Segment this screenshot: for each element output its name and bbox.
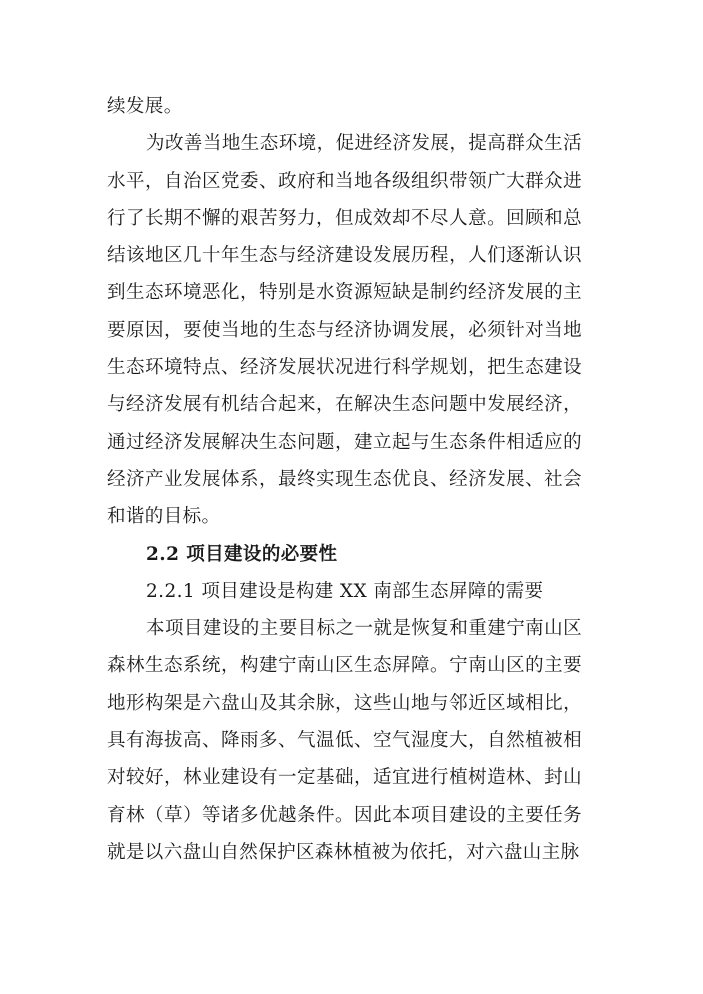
paragraph-continuation: 续发展。	[107, 96, 183, 117]
document-page	[107, 88, 582, 871]
paragraph-ecology-economy: 为改善当地生态环境，促进经济发展，提高群众生活水平，自治区党委、政府和当地各级组织带领广大群众进行了长期不懈的艰苦努力，但成效却不尽人意。回顾和总结该地区几十年生态与经济建设发展历程，人们逐渐认识到生态环境恶化，特别是水资源短缺是制约经济发展的主要原因，要使当地的生态与经济协调发展，必须针对当地生态环境特点、经济发展状况进行科学规划，把生态建设与经济发展有机结合起来，在解决生态问题中发展经济，通过经济发展解决生态问题，建立起与生态条件相适应的经济产业发展体系，最终实现生态优良、经济发展、社会和谐的目标。	[107, 133, 582, 528]
subsection-heading: 2.2.1 项目建设是构建 XX 南部生态屏障的需要	[146, 580, 544, 602]
section-heading: 2.2 项目建设的必要性	[146, 543, 338, 565]
paragraph-ecological-barrier: 本项目建设的主要目标之一就是恢复和重建宁南山区森林生态系统，构建宁南山区生态屏障。宁南山区的主要地形构架是六盘山及其余脉，这些山地与邻近区域相比，具有海拔高、降雨多、气温低、空气湿度大，自然植被相对较好，林业建设有一定基础，适宜进行植树造林、封山育林（草）等诸多优越条件。因此本项目建设的主要任务就是以六盘山自然保护区森林植被为依托，对六盘山主脉	[107, 618, 582, 863]
